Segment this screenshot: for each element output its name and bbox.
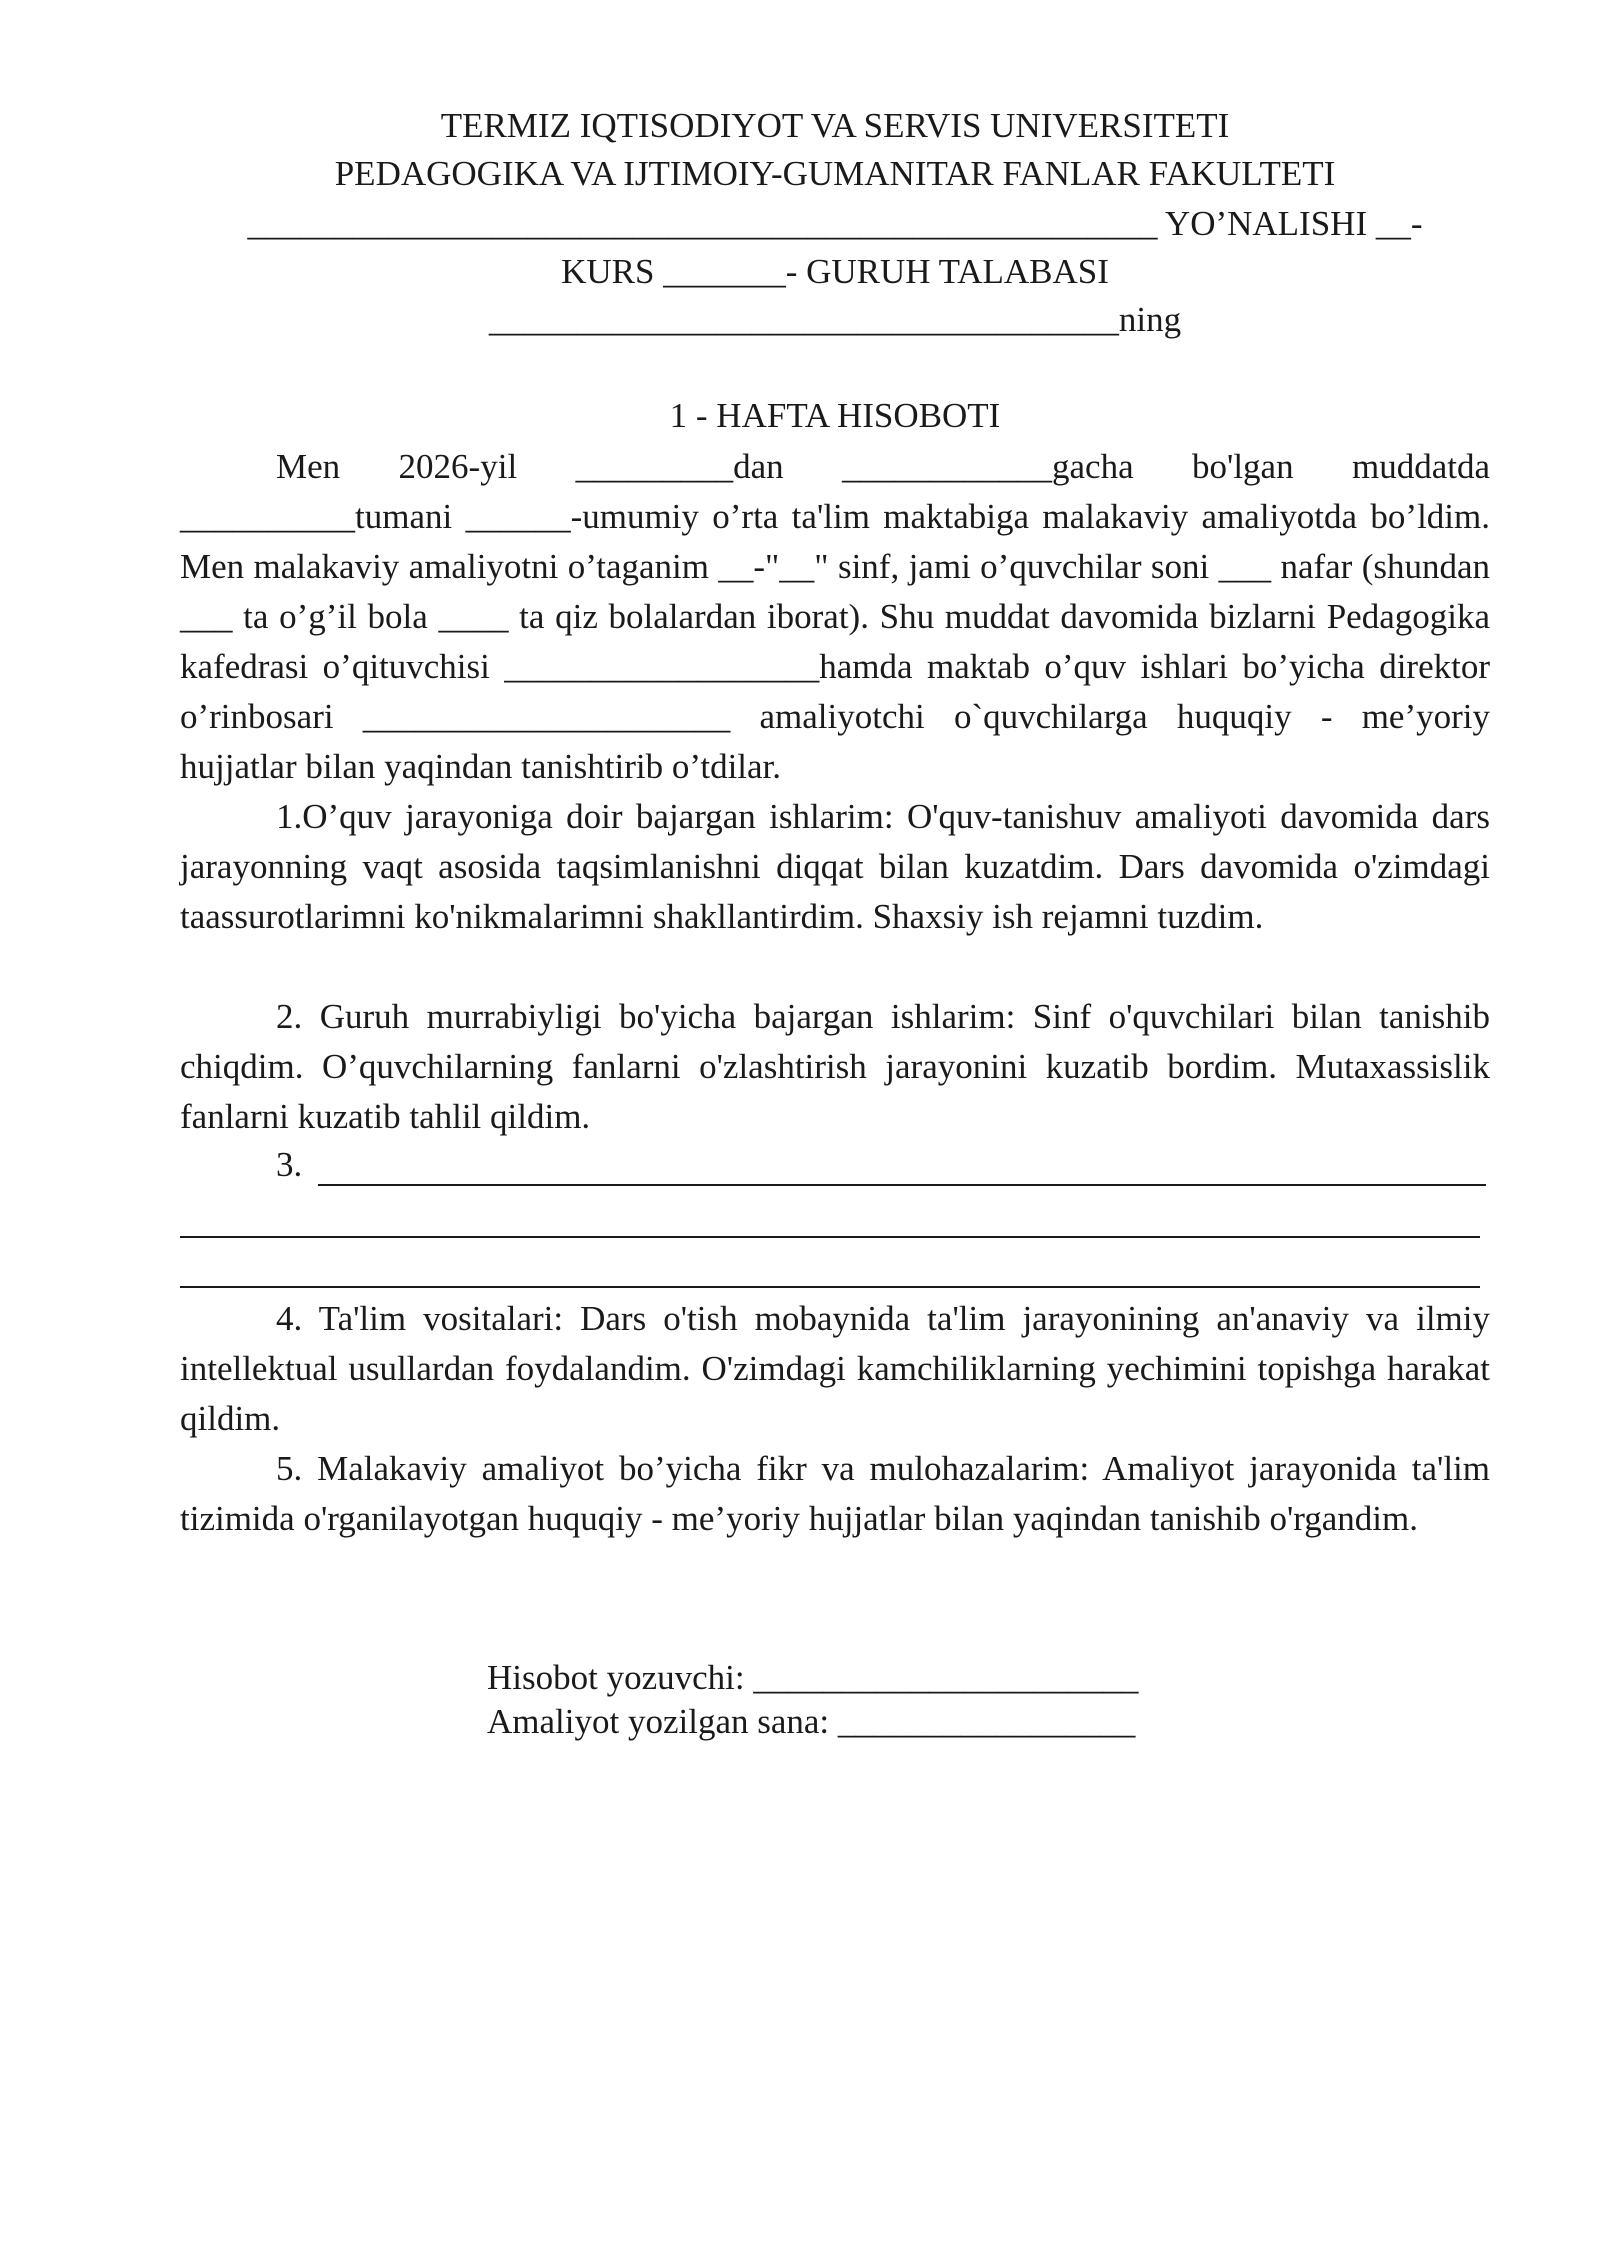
section-3-blank-line-3 [180,1286,1480,1288]
report-title: 1 - HAFTA HISOBOTI [669,396,1001,435]
practice-date-line: Amaliyot yozilgan sana: _________________ [487,1702,1136,1741]
section-1-paragraph: 1.O’quv jarayoniga doir bajargan ishlarim: O'quv-tanishuv amaliyoti davomida dars jarayonning vaqt asosida taqsimlanishni diqqat bilan kuzatdim. Dars davomida o'zimdagi taassurotlarimni ko'nikmalarimni shakllantirdim. Shaxsiy ish rejamni tuzdim. [180,797,1490,936]
faculty-name: PEDAGOGIKA VA IJTIMOIY-GUMANITAR FANLAR FAKULTETI [334,154,1336,193]
university-name: TERMIZ IQTISODIYOT VA SERVIS UNIVERSITETI [440,106,1230,145]
course-group-line: KURS _______- GURUH TALABASI [561,252,1109,291]
section-3-number: 3. [276,1145,303,1184]
student-name-line: ____________________________________ning [488,300,1182,339]
direction-line: ____________________________________________________ YO’NALISHI __- [247,204,1423,243]
section-4-paragraph: 4. Ta'lim vositalari: Dars o'tish mobaynida ta'lim jarayonining an'anaviy va ilmiy intellektual usullardan foydalandim. O'zimdagi kamchiliklarning yechimini topishga harakat qildim. [180,1299,1490,1438]
report-writer-signature: Hisobot yozuvchi: ______________________ [487,1658,1139,1697]
section-2-paragraph: 2. Guruh murrabiyligi bo'yicha bajargan ishlarim: Sinf o'quvchilari bilan tanishib chiqdim. O’quvchilarning fanlarni o'zlashtirish jarayonini kuzatib bordim. Mutaxassislik fanlarni kuzatib tahlil qildim. [180,997,1490,1136]
section-5-paragraph: 5. Malakaviy amaliyot bo’yicha fikr va mulohazalarim: Amaliyot jarayonida ta'lim tizimida o'rganilayotgan huquqiy - me’yoriy hujjatlar bilan yaqindan tanishib o'rgandim. [180,1449,1490,1538]
section-3-blank-line-2 [180,1236,1480,1238]
section-3-blank-line-1 [318,1184,1486,1186]
intro-paragraph: Men 2026-yil _________dan ____________gacha bo'lgan muddatda __________tumani ______-umumiy o’rta ta'lim maktabiga malakaviy amaliyotda bo’ldim. Men malakaviy amaliyotni o’taganim __-"__" sinf, jami o’quvchilar soni ___ nafar (shundan ___ ta o’g’il bola ____ ta qiz bolalardan iborat). Shu muddat davomida bizlarni Pedagogika kafedrasi o’qituvchisi __________________hamda maktab o’quv ishlari bo’yicha direktor o’rinbosari _____________________ amaliyotchi o`quvchilarga huquqiy - me’yoriy hujjatlar bilan yaqindan tanishtirib o’tdilar. [180,447,1490,786]
